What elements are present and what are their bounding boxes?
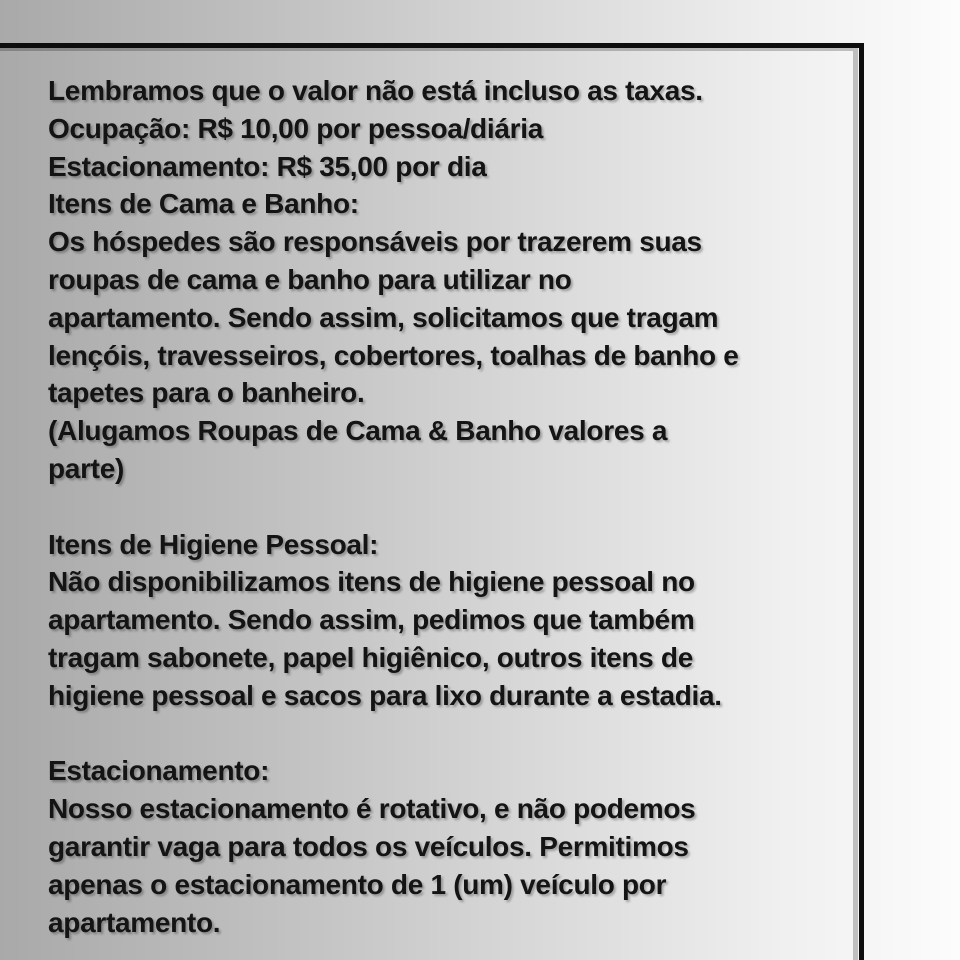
- text-line: (Alugamos Roupas de Cama & Banho valores a: [48, 415, 668, 447]
- text-line: lençóis, travesseiros, cobertores, toalhas de banho e: [48, 339, 739, 371]
- text-line: apartamento. Sendo assim, solicitamos que tragam: [48, 301, 719, 333]
- text-line: Itens de Higiene Pessoal:: [48, 528, 379, 560]
- text-line: apartamento. Sendo assim, pedimos que também: [48, 604, 695, 636]
- notice-text-block: [48, 72, 838, 941]
- text-line: roupas de cama e banho para utilizar no: [48, 263, 572, 295]
- text-line: higiene pessoal e sacos para lixo durante a estadia.: [48, 679, 722, 711]
- text-line: apenas o estacionamento de 1 (um) veículo por: [48, 868, 667, 900]
- text-line: Itens de Cama e Banho:: [48, 188, 359, 220]
- text-line: parte): [48, 452, 124, 484]
- text-line: apartamento.: [48, 906, 221, 938]
- text-line: garantir vaga para todos os veículos. Permitimos: [48, 830, 689, 862]
- blank-line: [48, 488, 838, 526]
- blank-line: [48, 715, 838, 753]
- text-line: Ocupação: R$ 10,00 por pessoa/diária: [48, 112, 543, 144]
- text-line: Não disponibilizamos itens de higiene pessoal no: [48, 566, 695, 598]
- text-line: Os hóspedes são responsáveis por trazerem suas: [48, 226, 702, 258]
- text-line: tragam sabonete, papel higiênico, outros itens de: [48, 641, 693, 673]
- text-line: Nosso estacionamento é rotativo, e não podemos: [48, 793, 696, 825]
- text-line: Estacionamento: R$ 35,00 por dia: [48, 150, 487, 182]
- text-line: tapetes para o banheiro.: [48, 377, 365, 409]
- text-line: Lembramos que o valor não está incluso as taxas.: [48, 75, 703, 106]
- text-line: Estacionamento:: [48, 755, 270, 787]
